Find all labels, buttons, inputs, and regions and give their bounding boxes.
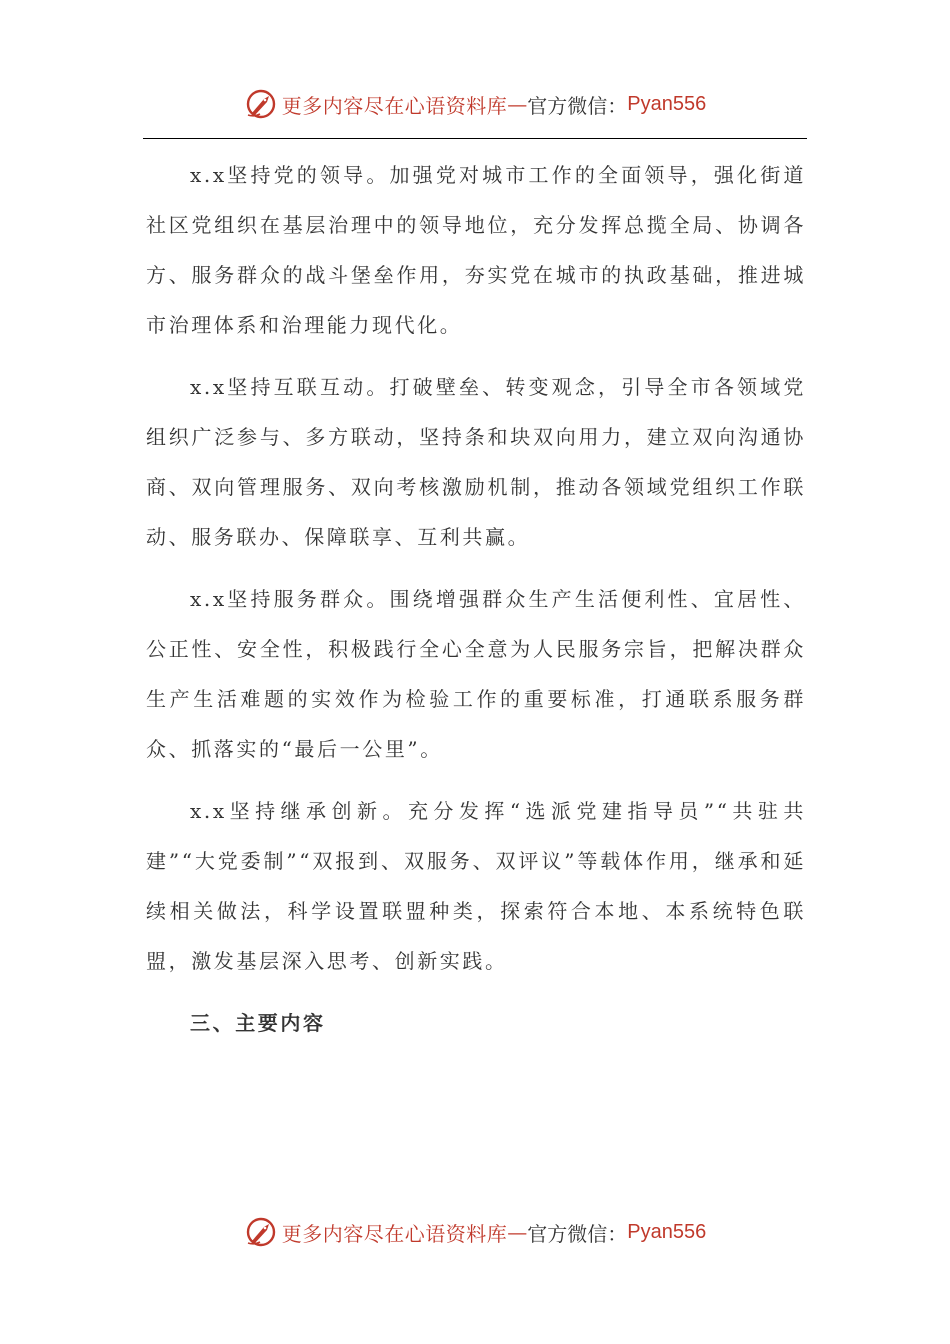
- paragraph-party-leadership: x.x坚持党的领导。加强党对城市工作的全面领导，强化街道社区党组织在基层治理中的领导地位，充分发挥总揽全局、协调各方、服务群众的战斗堡垒作用，夯实党在城市的执政基础，推进城市治理体系和治理能力现代化。: [146, 163, 806, 337]
- banner-contact: Pyan556: [627, 92, 707, 115]
- banner-contact: Pyan556: [627, 1220, 707, 1243]
- paragraph-serve-masses: x.x坚持服务群众。围绕增强群众生产生活便利性、宜居性、公正性、安全性，积极践行全心全意为人民服务宗旨，把解决群众生产生活难题的实效作为检验工作的重要标准，打通联系服务群众、抓落实的“最后一公里”。: [146, 587, 806, 761]
- document-body: [146, 150, 806, 1048]
- banner-brand-text: 更多内容尽在心语资料库: [281, 1221, 508, 1246]
- section-heading: 三、主要内容: [190, 1011, 326, 1035]
- pen-nib-logo-icon: [244, 1215, 278, 1249]
- header-divider: [143, 138, 807, 139]
- footer-banner: [0, 1212, 950, 1252]
- banner-brand-text: 更多内容尽在心语资料库: [281, 93, 508, 118]
- banner-label: 官方微信：: [527, 1221, 628, 1246]
- banner-separator: —: [507, 1220, 528, 1244]
- pen-nib-logo-icon: [244, 87, 278, 121]
- header-banner: [0, 84, 950, 124]
- paragraph-interconnection: x.x坚持互联互动。打破壁垒、转变观念，引导全市各领域党组织广泛参与、多方联动，坚持条和块双向用力，建立双向沟通协商、双向管理服务、双向考核激励机制，推动各领域党组织工作联动、服务联办、保障联享、互利共赢。: [146, 375, 806, 549]
- banner-separator: —: [507, 92, 528, 116]
- banner-label: 官方微信：: [527, 93, 628, 118]
- paragraph-inheritance-innovation: x.x坚持继承创新。充分发挥“选派党建指导员”“共驻共建”“大党委制”“双报到、双服务、双评议”等载体作用，继承和延续相关做法，科学设置联盟种类，探索符合本地、本系统特色联盟，激发基层深入思考、创新实践。: [146, 799, 806, 973]
